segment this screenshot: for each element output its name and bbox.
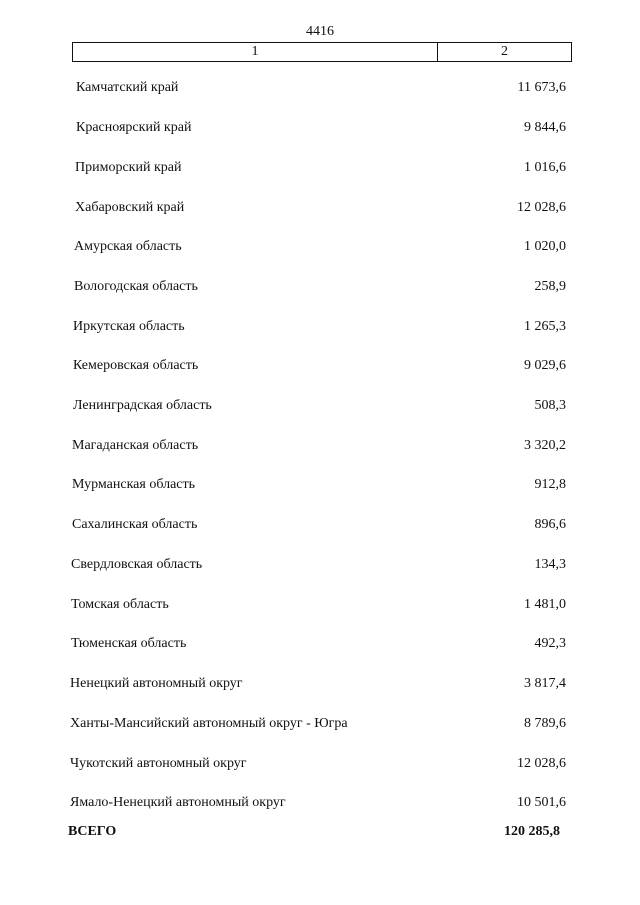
region-value: 1 016,6	[524, 160, 566, 175]
table-row	[0, 436, 640, 456]
region-value: 8 789,6	[524, 716, 566, 731]
table-row	[0, 595, 640, 615]
region-value: 12 028,6	[517, 200, 566, 215]
table-row	[0, 396, 640, 416]
region-name: Чукотский автономный округ	[70, 756, 247, 771]
region-name: Хабаровский край	[75, 200, 185, 215]
region-value: 912,8	[534, 477, 566, 492]
region-name: Ханты-Мансийский автономный округ - Югра	[70, 716, 348, 731]
table-row	[0, 555, 640, 575]
region-value: 1 020,0	[524, 239, 566, 254]
region-value: 10 501,6	[517, 795, 566, 810]
region-name: Кемеровская область	[73, 358, 199, 373]
region-name: Томская область	[71, 597, 169, 612]
table-row	[0, 158, 640, 178]
table-row	[0, 198, 640, 218]
table-row	[0, 118, 640, 138]
region-name: Тюменская область	[71, 636, 187, 651]
table-row	[0, 237, 640, 257]
region-name: Красноярский край	[76, 120, 192, 135]
region-name: Ненецкий автономный округ	[70, 676, 243, 691]
table-row	[0, 317, 640, 337]
table-row	[0, 78, 640, 98]
table-row	[0, 754, 640, 774]
table-row	[0, 674, 640, 694]
region-name: Ямало-Ненецкий автономный округ	[70, 795, 286, 810]
page-number: 4416	[306, 24, 334, 39]
region-value: 508,3	[534, 398, 566, 413]
region-name: Приморский край	[75, 160, 182, 175]
region-name: Мурманская область	[72, 477, 196, 492]
table-row	[0, 793, 640, 813]
region-value: 12 028,6	[517, 756, 566, 771]
region-value: 3 817,4	[524, 676, 566, 691]
header-column-1: 1	[73, 43, 438, 61]
region-value: 1 265,3	[524, 319, 566, 334]
table-row	[0, 634, 640, 654]
region-value: 11 673,6	[517, 80, 566, 95]
table-header	[72, 42, 572, 62]
region-value: 9 844,6	[524, 120, 566, 135]
region-value: 492,3	[534, 636, 566, 651]
region-value: 1 481,0	[524, 597, 566, 612]
region-name: Камчатский край	[76, 80, 179, 95]
table-row	[0, 475, 640, 495]
region-value: 896,6	[534, 517, 566, 532]
region-name: Сахалинская область	[72, 517, 198, 532]
region-value: 258,9	[534, 279, 566, 294]
table-row	[0, 277, 640, 297]
region-name: Амурская область	[74, 239, 182, 254]
region-name: Ленинградская область	[73, 398, 212, 413]
region-name: Магаданская область	[72, 438, 199, 453]
region-value: 9 029,6	[524, 358, 566, 373]
region-value: 3 320,2	[524, 438, 566, 453]
region-value: 134,3	[534, 557, 566, 572]
total-value: 120 285,8	[504, 824, 560, 839]
table-row	[0, 515, 640, 535]
region-name: Вологодская область	[74, 279, 198, 294]
table-row	[0, 356, 640, 376]
total-row	[0, 822, 640, 842]
region-name: Свердловская область	[71, 557, 203, 572]
table-row	[0, 714, 640, 734]
header-column-2: 2	[501, 44, 508, 59]
region-name: Иркутская область	[73, 319, 185, 334]
total-label: ВСЕГО	[68, 824, 117, 839]
